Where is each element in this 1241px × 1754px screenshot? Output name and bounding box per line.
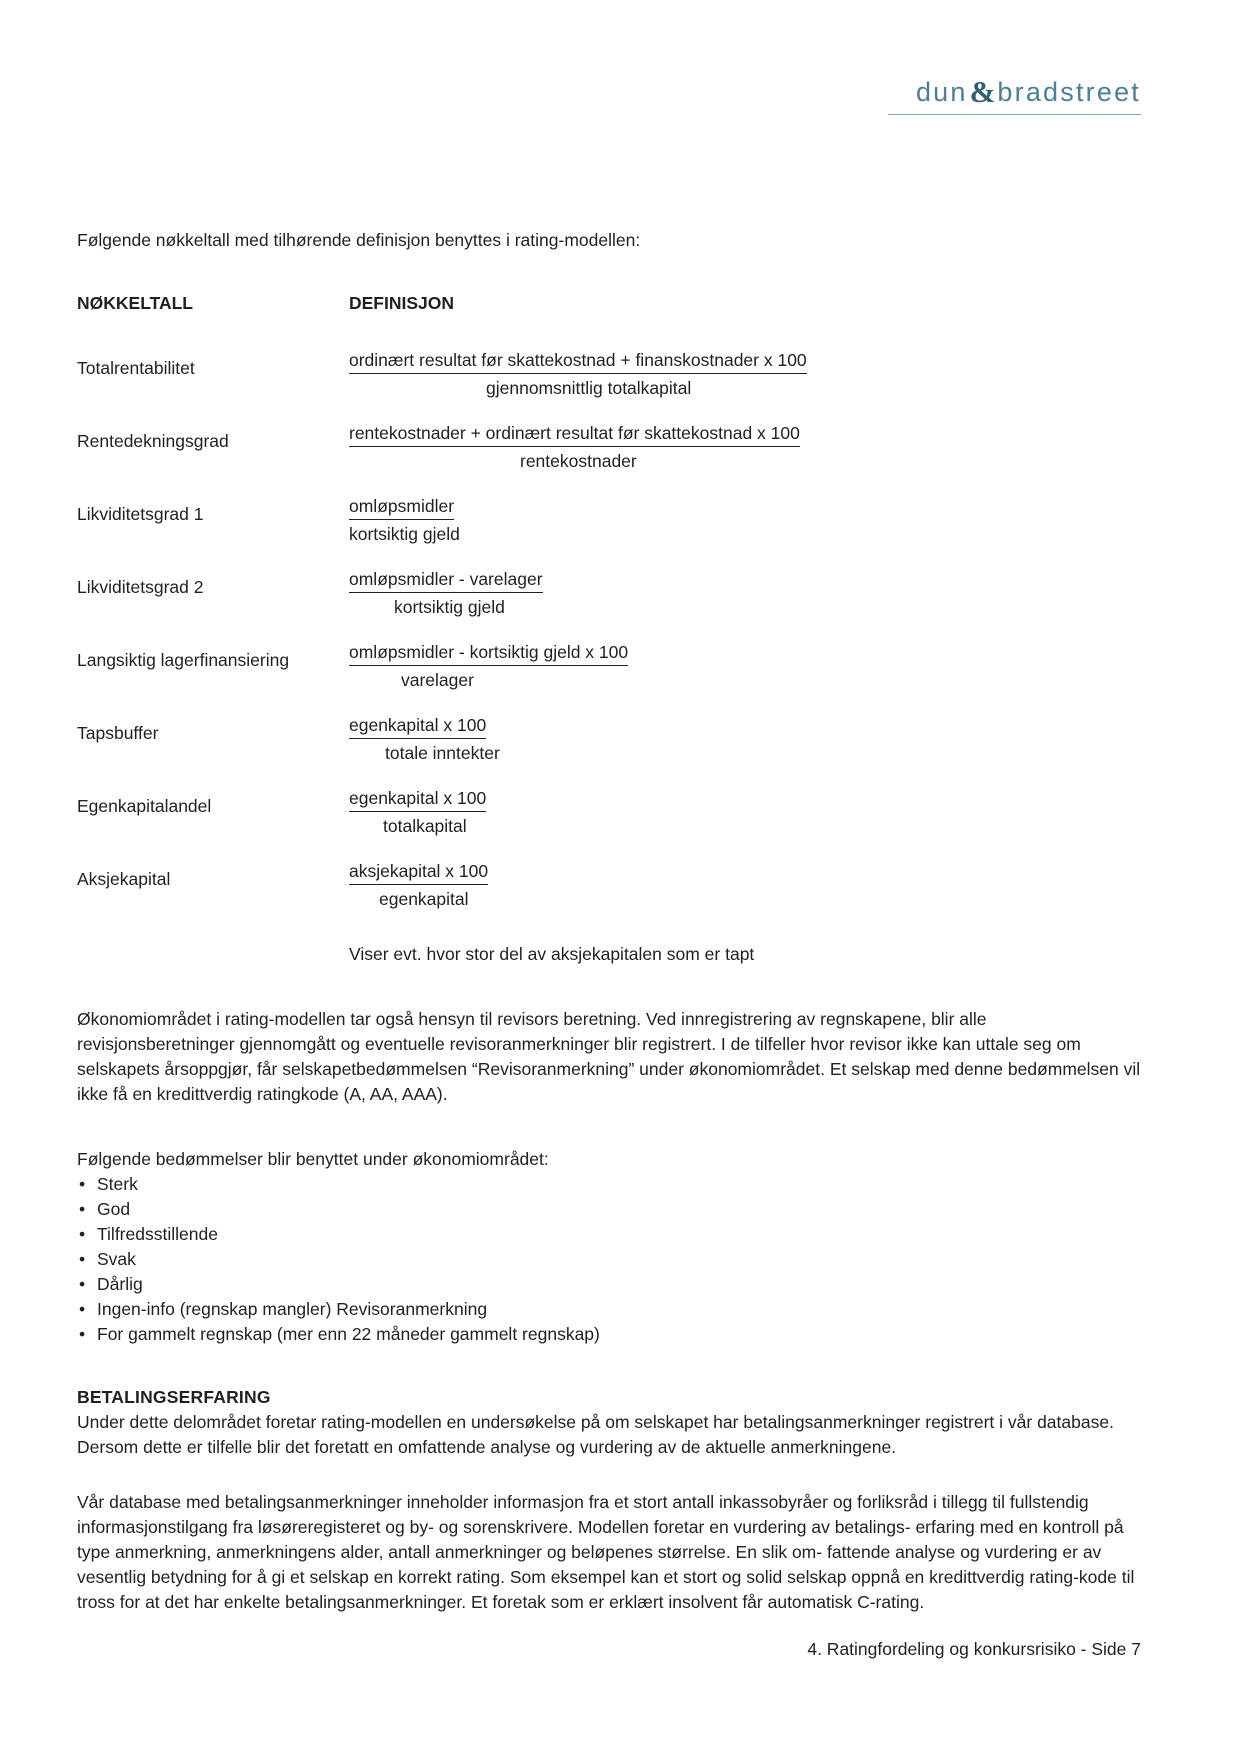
document-content bbox=[77, 228, 1142, 1615]
table-header-row bbox=[77, 291, 1142, 348]
key-figure-label: Likviditetsgrad 2 bbox=[77, 577, 204, 597]
column-header-nokkeltall: NØKKELTALL bbox=[77, 293, 193, 313]
fraction-denominator: varelager bbox=[401, 670, 474, 690]
key-figure-name bbox=[77, 859, 349, 932]
key-figure-label: Totalrentabilitet bbox=[77, 358, 195, 378]
fraction-numerator: egenkapital x 100 bbox=[349, 787, 486, 812]
key-figure-definition bbox=[349, 348, 1142, 421]
key-figure-definition bbox=[349, 786, 1142, 859]
key-figure-name bbox=[77, 348, 349, 421]
key-figure-label: Tapsbuffer bbox=[77, 723, 159, 743]
fraction bbox=[349, 494, 1142, 546]
fraction-numerator: omløpsmidler bbox=[349, 495, 454, 520]
fraction-denominator: egenkapital bbox=[379, 889, 469, 909]
key-figure-definition bbox=[349, 567, 1142, 640]
fraction bbox=[349, 421, 1142, 473]
key-figure-name bbox=[77, 494, 349, 567]
table-row bbox=[77, 494, 1142, 567]
fraction-denominator: kortsiktig gjeld bbox=[394, 597, 505, 617]
payment-paragraph-2: Vår database med betalingsanmerkninger inneholder informasjon fra et stort antall inkassobyråer og forliksråd i tillegg til fullstendig informasjonstilgang fra løsøreregisteret og by- og sorenskrivere. Modellen foretar en vurdering av betalings- erfaring med en kontroll på type anmerkning, anmerkningens alder, antall anmerkninger og beløpenes størrelse. En slik om- fattende analyse og vurdering er av vesentlig betydning for å gi et selskap en korrekt rating. Som eksempel kan et stort og solid selskap oppnå en kredittverdig rating-kode til tross for at det har enkelte betalingsanmerkninger. Et foretak som er erklært insolvent får automatisk C-rating. bbox=[77, 1492, 1135, 1612]
fraction-numerator: omløpsmidler - kortsiktig gjeld x 100 bbox=[349, 641, 628, 666]
fraction-numerator: ordinært resultat før skattekostnad + finanskostnader x 100 bbox=[349, 349, 807, 374]
fraction bbox=[349, 567, 1142, 619]
logo-divider bbox=[888, 114, 1141, 115]
intro-paragraph: Følgende nøkkeltall med tilhørende definisjon benyttes i rating-modellen: bbox=[77, 230, 641, 250]
payment-paragraph-1: Under dette delområdet foretar rating-modellen en undersøkelse på om selskapet har betalingsanmerkninger registrert i vår database. Dersom dette er tilfelle blir det foretatt en omfattende analyse og vurdering av de aktuelle anmerkningene. bbox=[77, 1412, 1114, 1457]
list-item: • God bbox=[77, 1197, 1142, 1222]
key-figure-label: Egenkapitalandel bbox=[77, 796, 212, 816]
key-figure-label: Likviditetsgrad 1 bbox=[77, 504, 204, 524]
key-figure-definition bbox=[349, 859, 1142, 932]
fraction bbox=[349, 786, 1142, 838]
economy-paragraph: Økonomiområdet i rating-modellen tar også hensyn til revisors beretning. Ved innregistrering av regnskapene, blir alle revisjonsberetninger gjennomgått og eventuelle revisoranmerkninger blir registrert. I de tilfeller hvor revisor ikke kan uttale seg om selskapets årsoppgjør, får selskapetbedømmelsen “Revisoranmerkning” under økonomiområdet. Et selskap med denne bedømmelsen vil ikke få en kredittverdig ratingkode (A, AA, AAA). bbox=[77, 1009, 1141, 1104]
logo-ampersand: & bbox=[969, 74, 996, 109]
key-figure-label: Langsiktig lagerfinansiering bbox=[77, 650, 290, 670]
list-item: • Dårlig bbox=[77, 1272, 1142, 1297]
table-row bbox=[77, 859, 1142, 932]
logo-text-dun: dun bbox=[915, 77, 968, 107]
table-row bbox=[77, 713, 1142, 786]
fraction-denominator: totale inntekter bbox=[385, 743, 500, 763]
assessments-intro: Følgende bedømmelser blir benyttet under økonomiområdet: bbox=[77, 1149, 549, 1169]
table-row bbox=[77, 786, 1142, 859]
fraction-denominator: kortsiktig gjeld bbox=[349, 524, 460, 544]
fraction bbox=[349, 348, 1142, 400]
logo-text-bradstreet: bradstreet bbox=[997, 77, 1141, 107]
fraction-numerator: egenkapital x 100 bbox=[349, 714, 486, 739]
key-figure-name bbox=[77, 421, 349, 494]
list-item: • Ingen-info (regnskap mangler) Revisoranmerkning bbox=[77, 1297, 1142, 1322]
list-item: • Svak bbox=[77, 1247, 1142, 1272]
key-figure-name bbox=[77, 786, 349, 859]
key-figure-label: Rentedekningsgrad bbox=[77, 431, 229, 451]
fraction bbox=[349, 713, 1142, 765]
fraction bbox=[349, 859, 1142, 911]
table-row bbox=[77, 567, 1142, 640]
dun-bradstreet-logo bbox=[915, 74, 1141, 109]
key-figure-definition bbox=[349, 640, 1142, 713]
table-row bbox=[77, 421, 1142, 494]
key-figure-name bbox=[77, 567, 349, 640]
table-note-row bbox=[77, 932, 1142, 967]
key-figure-name bbox=[77, 713, 349, 786]
key-figure-label: Aksjekapital bbox=[77, 869, 171, 889]
table-note: Viser evt. hvor stor del av aksjekapitalen som er tapt bbox=[349, 944, 755, 964]
fraction-numerator: rentekostnader + ordinært resultat før skattekostnad x 100 bbox=[349, 422, 800, 447]
page-footer: 4. Ratingfordeling og konkursrisiko - Side 7 bbox=[807, 1639, 1141, 1659]
table-row bbox=[77, 640, 1142, 713]
fraction-numerator: omløpsmidler - varelager bbox=[349, 568, 543, 593]
fraction-denominator: totalkapital bbox=[383, 816, 467, 836]
key-figure-definition bbox=[349, 494, 1142, 567]
key-figure-name bbox=[77, 640, 349, 713]
list-item: • Sterk bbox=[77, 1172, 1142, 1197]
column-header-definisjon: DEFINISJON bbox=[349, 293, 455, 313]
section-heading-betalingserfaring: BETALINGSERFARING bbox=[77, 1387, 271, 1407]
list-item: • Tilfredsstillende bbox=[77, 1222, 1142, 1247]
key-figures-table bbox=[77, 291, 1142, 967]
fraction-numerator: aksjekapital x 100 bbox=[349, 860, 488, 885]
assessments-list bbox=[77, 1172, 1142, 1347]
table-row bbox=[77, 348, 1142, 421]
key-figure-definition bbox=[349, 421, 1142, 494]
key-figure-definition bbox=[349, 713, 1142, 786]
fraction bbox=[349, 640, 1142, 692]
fraction-denominator: gjennomsnittlig totalkapital bbox=[486, 378, 692, 398]
fraction-denominator: rentekostnader bbox=[520, 451, 637, 471]
list-item: • For gammelt regnskap (mer enn 22 måneder gammelt regnskap) bbox=[77, 1322, 1142, 1347]
note-spacer bbox=[77, 932, 349, 967]
